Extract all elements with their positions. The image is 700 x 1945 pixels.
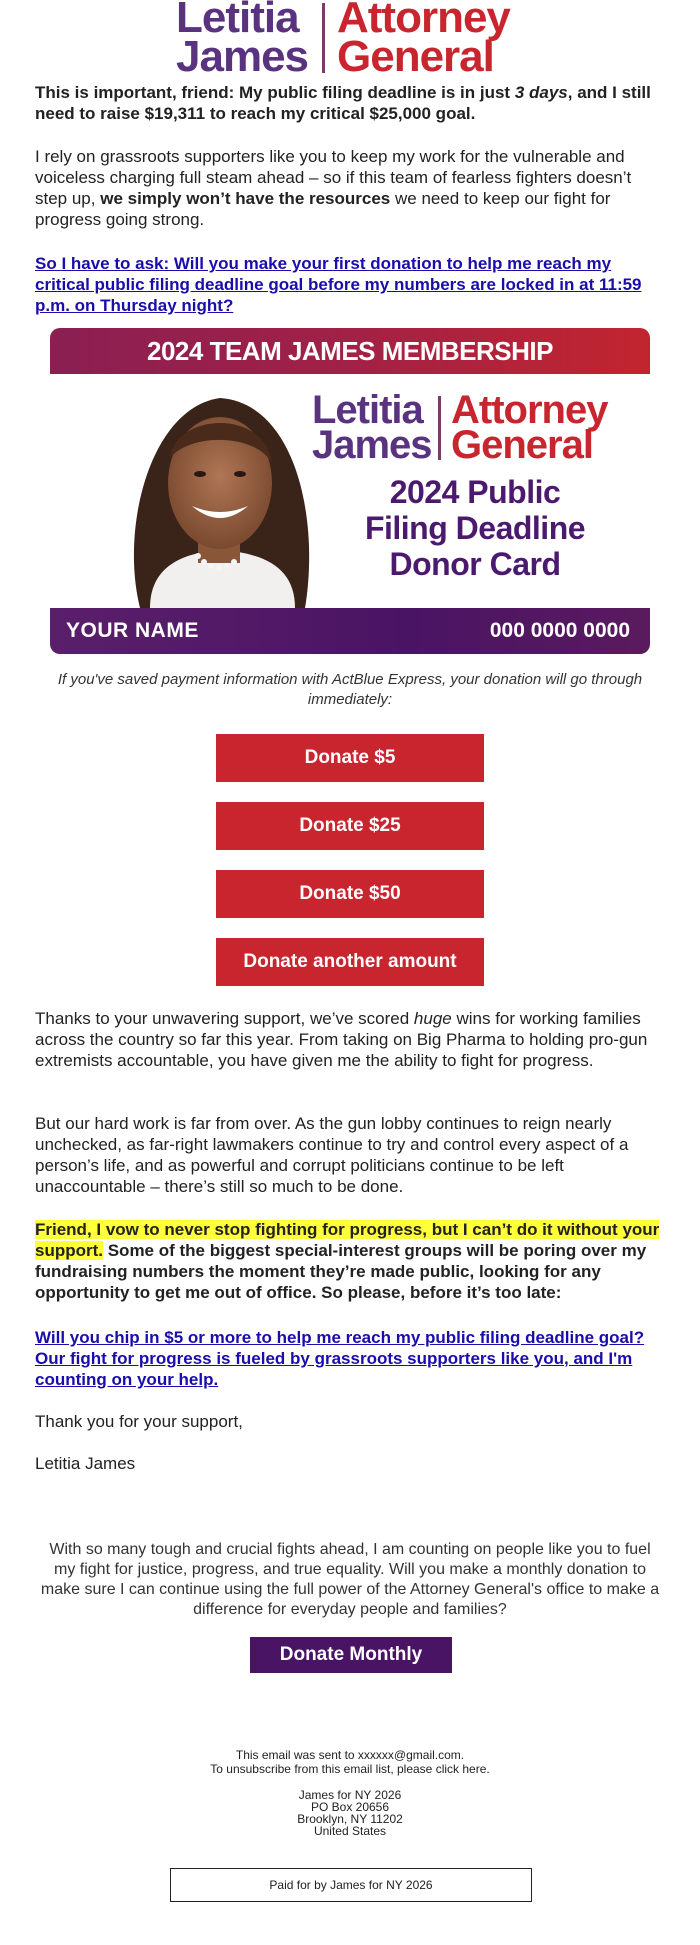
grassroots-bold: we simply won’t have the resources (100, 189, 391, 208)
hard-work-paragraph: But our hard work is far from over. As the gun lobby continues to reign nearly unchecked, as far-right lawmakers continue to try and control every aspect of a person’s life, and as powerful and corrupt politicians continue to be left unaccountable – there’s still so much to be done. (35, 1114, 629, 1196)
card-logo-office-1: Attorney (451, 387, 608, 432)
header-logo (176, 0, 526, 81)
card-logo (312, 388, 642, 468)
card-header: 2024 TEAM JAMES MEMBERSHIP (50, 328, 650, 374)
donate-monthly-button[interactable]: Donate Monthly (250, 1637, 452, 1673)
vow-text: Some of the biggest special-interest groups will be poring over my fundraising numbers the moment they’re made public, looking for any opportunity to get me out of office. So please, before it’s too late: (35, 1241, 647, 1302)
grassroots-text-end: we need to keep our fight for progress going strong. (35, 189, 611, 229)
card-logo-office (451, 387, 608, 467)
wins-text: Thanks to your unwavering support, we’ve scored (35, 1009, 414, 1028)
thanks-text: Thank you for your support, (35, 1412, 243, 1431)
logo-name (176, 0, 316, 81)
sent-to-text: This email was sent to xxxxxx@gmail.com. (235, 1748, 465, 1762)
vow-highlight: Friend, I vow to never stop fighting for progress, but I can’t do it without your support. (35, 1220, 660, 1260)
paid-for-disclaimer: Paid for by James for NY 2026 (170, 1868, 532, 1902)
address-line: James for NY 2026 (298, 1788, 402, 1802)
card-logo-last: James (312, 423, 432, 467)
vow-paragraph (35, 1219, 665, 1303)
card-subtitle-line3: Donor Card (389, 546, 561, 582)
logo-office (337, 0, 510, 81)
card-body (50, 374, 650, 608)
wins-italic: huge (413, 1009, 452, 1028)
grassroots-paragraph (35, 146, 665, 230)
donate-5-button[interactable]: Donate $5 (216, 734, 484, 782)
donate-25-button[interactable]: Donate $25 (216, 802, 484, 850)
intro-text-end: , and I still need to raise $19,311 to reach my critical $25,000 goal. (35, 83, 651, 123)
intro-paragraph (35, 82, 665, 124)
card-subtitle-line1: 2024 Public (389, 474, 561, 510)
logo-first-name: Letitia (176, 0, 299, 43)
actblue-express-note: If you've saved payment information with ActBlue Express, your donation will go through immediately: (57, 671, 643, 708)
first-donation-link[interactable]: So I have to ask: Will you make your first donation to help me reach my critical public filing deadline goal before my numbers are locked in at 11:59 p.m. on Thursday night? (35, 254, 642, 315)
card-subtitle-line2: Filing Deadline (364, 510, 586, 546)
card-subtitle (320, 474, 630, 582)
card-logo-name (312, 387, 432, 467)
grassroots-text: I rely on grassroots supporters like you to keep my work for the vulnerable and voiceless charging full steam ahead – so if this team of fearless fighters doesn’t step up, (35, 147, 632, 208)
signature: Letitia James (35, 1454, 136, 1473)
donate-other-button[interactable]: Donate another amount (216, 938, 484, 986)
address-line: United States (313, 1824, 387, 1838)
donor-card-banner[interactable] (50, 328, 650, 654)
wins-paragraph (35, 1008, 665, 1071)
intro-text: This is important, friend: My public filing deadline is in just (35, 83, 515, 102)
card-number: 000 0000 0000 (489, 619, 630, 642)
logo-divider (322, 3, 325, 73)
chip-in-link[interactable]: Will you chip in $5 or more to help me reach my public filing deadline goal? Our fight for progress is fueled by grassroots supporters like you, and I'm counting on your help. (35, 1328, 645, 1389)
donate-50-button[interactable]: Donate $50 (216, 870, 484, 918)
card-footer (50, 608, 650, 654)
address-line: Brooklyn, NY 11202 (297, 1812, 403, 1826)
logo-office-line1: Attorney (337, 0, 510, 43)
wins-text-end: wins for working families across the country so far this year. From taking on Big Pharma to holding pro-gun extremists accountable, you have given me the ability to fight for progress. (35, 1009, 648, 1070)
monthly-paragraph: With so many tough and crucial fights ahead, I am counting on people like you to fuel my fight for justice, progress, and true equality. Will you make a monthly donation to make sure I can continue using the full power of the Attorney General's office to make a difference for everyday people and families? (40, 1541, 660, 1618)
card-logo-first: Letitia (312, 387, 423, 432)
card-logo-divider (438, 396, 441, 460)
intro-days: 3 days (514, 83, 568, 102)
logo-office-line2: General (337, 32, 494, 81)
unsubscribe-link[interactable]: To unsubscribe from this email list, please click here. (210, 1762, 490, 1776)
logo-last-name: James (176, 32, 309, 81)
address-line: PO Box 20656 (310, 1800, 390, 1814)
card-logo-office-2: General (451, 423, 593, 467)
card-name: YOUR NAME (66, 619, 199, 642)
